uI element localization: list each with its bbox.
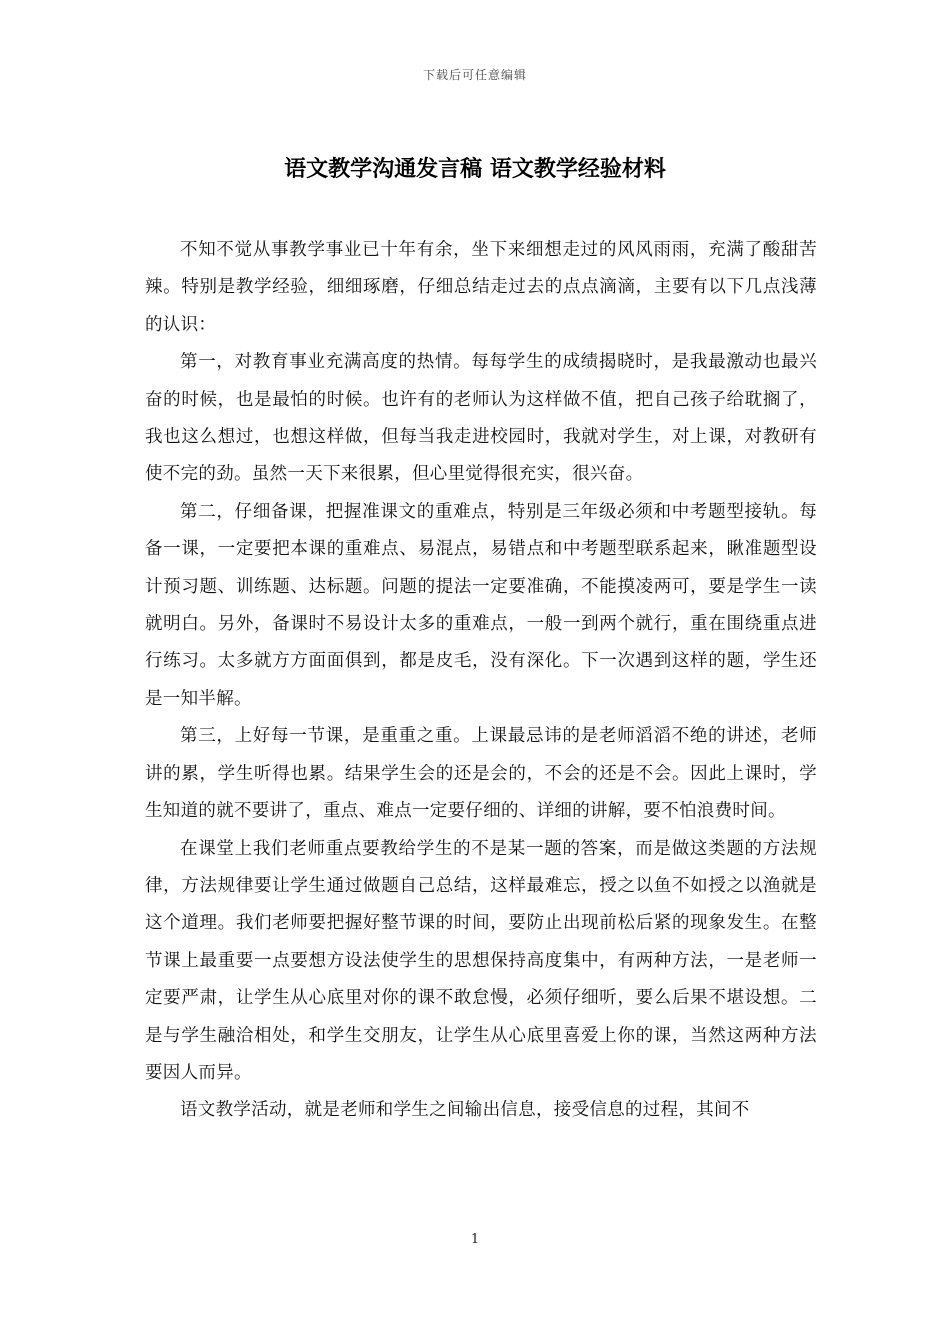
paragraph-third-point: 第三，上好每一节课，是重重之重。上课最忌讳的是老师滔滔不绝的讲述，老师讲的累，学生听得也累。结果学生会的还是会的，不会的还是不会。因此上课时，学生知道的就不要讲了，重点、难点一定要仔细的、详细的讲解，要不怕浪费时间。	[145, 726, 817, 822]
paragraph-second-point: 第二，仔细备课，把握准课文的重难点，特别是三年级必须和中考题型接轨。每备一课，一定要把本课的重难点、易混点，易错点和中考题型联系起来，瞅准题型设计预习题、训练题、达标题。问题的提法一定要准确，不能摸凌两可，要是学生一读就明白。另外，备课时不易设计太多的重难点，一般一到两个就行，重在围绕重点进行练习。太多就方方面面俱到，都是皮毛，没有深化。下一次遇到这样的题，学生还是一知半解。	[145, 501, 817, 709]
paragraph-classroom-method: 在课堂上我们老师重点要教给学生的不是某一题的答案，而是做这类题的方法规律，方法规律要让学生通过做题自己总结，这样最难忘，授之以鱼不如授之以渔就是这个道理。我们老师要把握好整节课的时间，要防止出现前松后紧的现象发生。在整节课上最重要一点要想方设法使学生的思想保持高度集中，有两种方法，一是老师一定要严肃，让学生从心底里对你的课不敢怠慢，必须仔细听，要么后果不堪设想。二是与学生融洽相处，和学生交朋友，让学生从心底里喜爱上你的课，当然这两种方法要因人而异。	[145, 838, 817, 1083]
document-body	[145, 232, 817, 1130]
page-number: 1	[470, 1232, 480, 1247]
page-header: 下载后可任意编辑	[422, 68, 527, 82]
paragraph-first-point: 第一，对教育事业充满高度的热情。每每学生的成绩揭晓时，是我最激动也最兴奋的时候，也是最怕的时候。也许有的老师认为这样做不值，把自己孩子给耽搁了，我也这么想过，也想这样做，但每当我走进校园时，我就对学生，对上课，对教研有使不完的劲。虽然一天下来很累，但心里觉得很充实，很兴奋。	[145, 352, 817, 485]
paragraph-teaching-activity: 语文教学活动，就是老师和学生之间输出信息，接受信息的过程，其间不	[180, 1100, 750, 1121]
paragraph-intro: 不知不觉从事教学事业已十年有余，坐下来细想走过的风风雨雨，充满了酸甜苦辣。特别是教学经验，细细琢磨，仔细总结走过去的点点滴滴，主要有以下几点浅薄的认识：	[145, 240, 817, 335]
document-title: 语文教学沟通发言稿 语文教学经验材料	[284, 156, 666, 182]
